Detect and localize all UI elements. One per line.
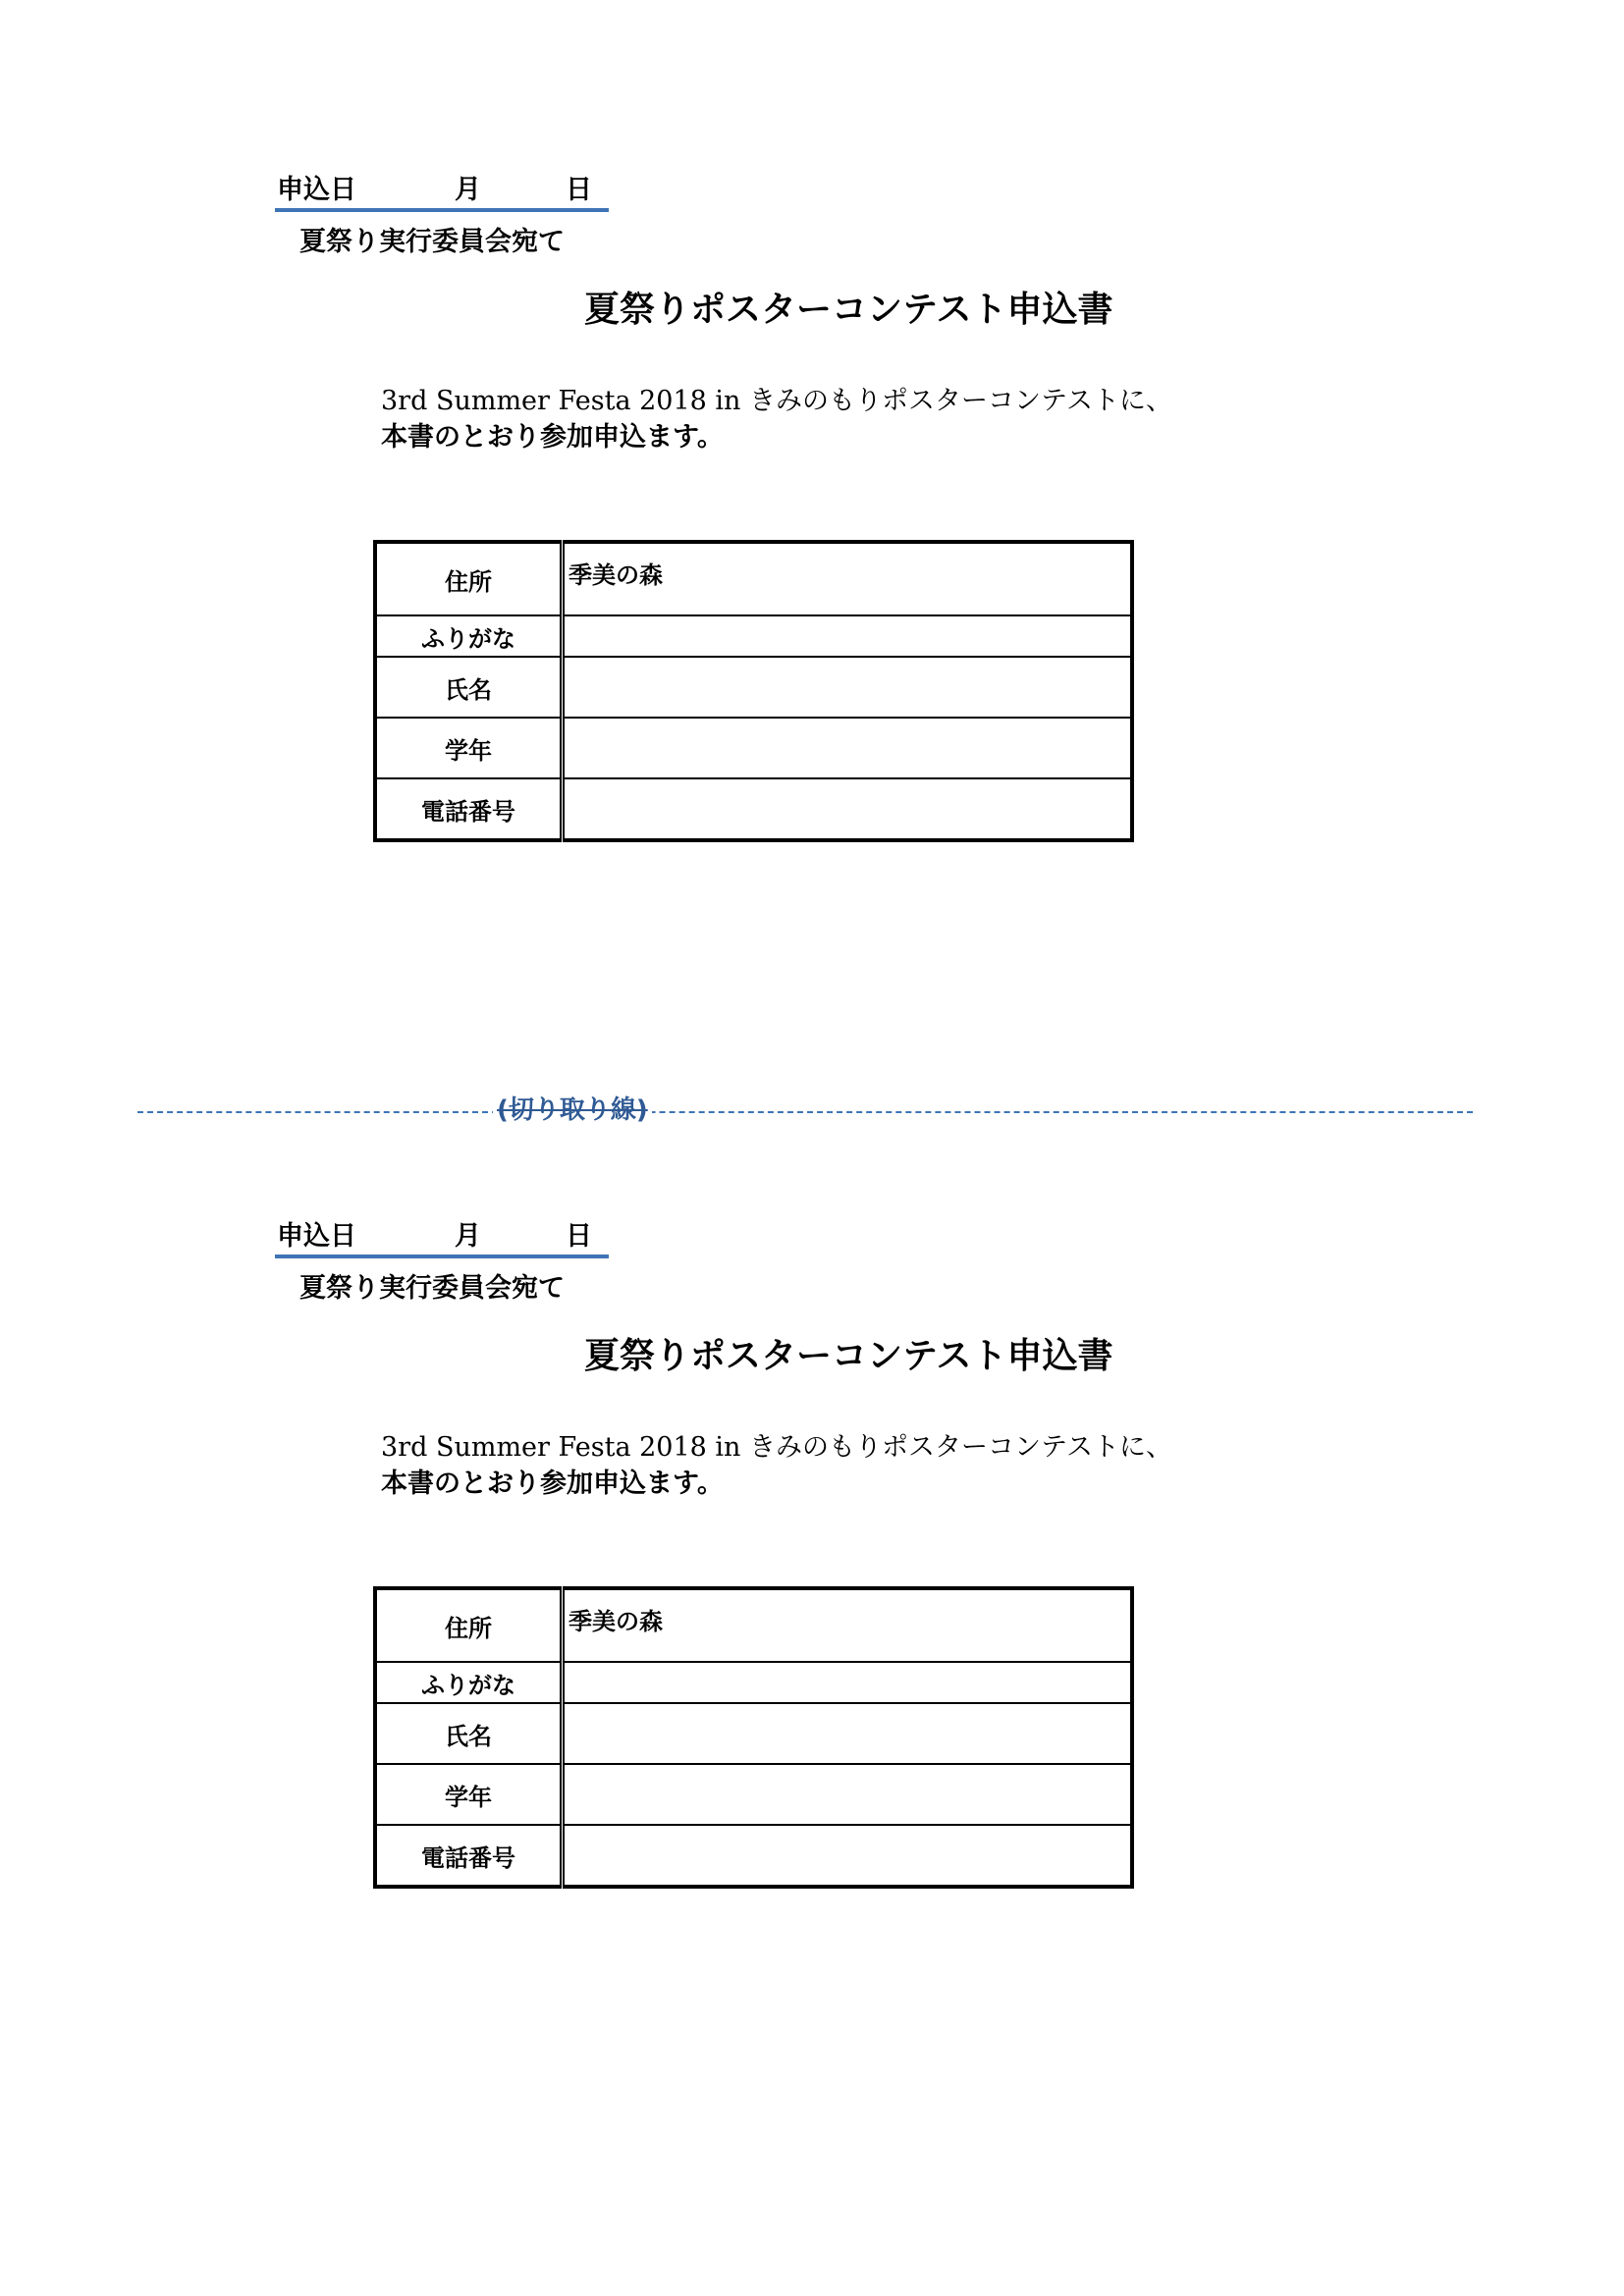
field-label-address: 住所 [375,1588,563,1662]
table-row [375,1662,1132,1703]
field-label-grade: 学年 [375,718,563,778]
application-form-top [0,0,1624,826]
field-value-name[interactable] [563,1703,1133,1764]
field-value-name[interactable] [563,657,1133,718]
addressee: 夏祭り実行委員会宛て [299,1273,565,1304]
table-row [375,1588,1132,1662]
table-row [375,778,1132,840]
day-label: 日 [566,1221,592,1252]
field-value-address[interactable]: 季美の森 [563,542,1133,615]
field-value-address[interactable]: 季美の森 [563,1588,1133,1662]
applicant-info-table [373,540,1134,842]
table-row [375,542,1132,615]
form-title: 夏祭りポスターコンテスト申込書 [584,290,1113,330]
intro-line-2: 本書のとおり参加申込ます。 [381,1468,724,1499]
table-row [375,657,1132,718]
intro-text [381,1429,1172,1502]
date-label: 申込日 [277,1221,356,1252]
table-row [375,1764,1132,1825]
intro-line-1: 3rd Summer Festa 2018 in きみのもりポスターコンテストに、 [381,1432,1172,1463]
applicant-info-table [373,1586,1134,1889]
month-label: 月 [455,175,481,205]
field-label-grade: 学年 [375,1764,563,1825]
field-label-name: 氏名 [375,657,563,718]
table-row [375,1703,1132,1764]
field-value-grade[interactable] [563,718,1133,778]
field-value-grade[interactable] [563,1764,1133,1825]
cut-line-label: (切り取り線) [493,1093,652,1128]
application-form-bottom [0,1046,1624,1872]
field-label-phone: 電話番号 [375,778,563,840]
field-value-furigana[interactable] [563,615,1133,657]
date-label: 申込日 [277,175,356,205]
field-label-address: 住所 [375,542,563,615]
form-title: 夏祭りポスターコンテスト申込書 [584,1336,1113,1376]
addressee: 夏祭り実行委員会宛て [299,227,565,257]
intro-line-1: 3rd Summer Festa 2018 in きみのもりポスターコンテストに、 [381,386,1172,416]
month-label: 月 [455,1221,481,1252]
field-label-furigana: ふりがな [375,1662,563,1703]
field-value-furigana[interactable] [563,1662,1133,1703]
application-date [275,1219,609,1258]
field-label-name: 氏名 [375,1703,563,1764]
intro-line-2: 本書のとおり参加申込ます。 [381,422,724,453]
application-date [275,173,609,212]
intro-text [381,383,1172,455]
table-row [375,615,1132,657]
field-label-furigana: ふりがな [375,615,563,657]
table-row [375,718,1132,778]
day-label: 日 [566,175,592,205]
field-value-phone[interactable] [563,1825,1133,1887]
field-label-phone: 電話番号 [375,1825,563,1887]
field-value-phone[interactable] [563,778,1133,840]
table-row [375,1825,1132,1887]
